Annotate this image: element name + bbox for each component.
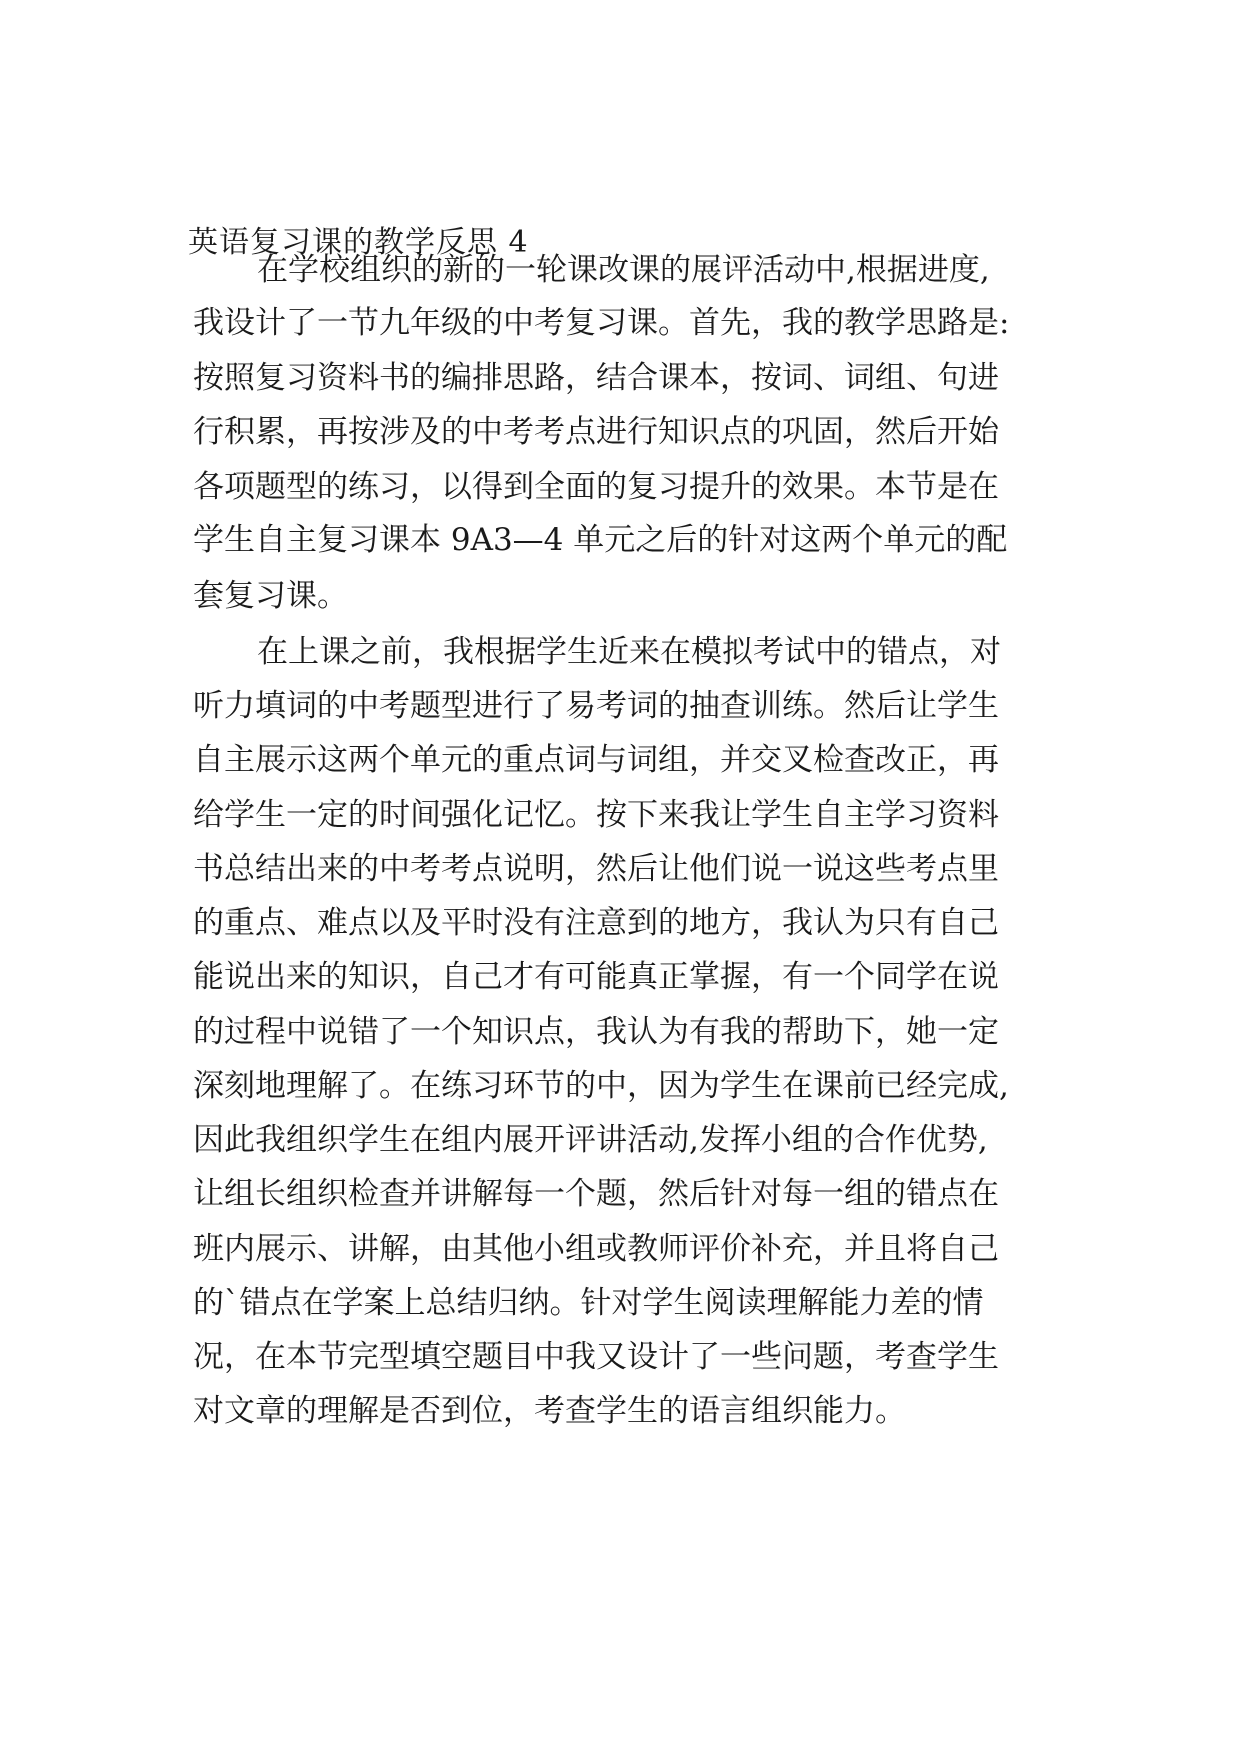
paragraph-1-line-2: 我设计了一节九年级的中考复习课。首先，我的教学思路是: [193,305,1010,341]
paragraph-2-line-10: 因此我组织学生在组内展开评讲活动,发挥小组的合作优势, [193,1122,988,1158]
paragraph-1-line-1: 在学校组织的新的一轮课改课的展评活动中,根据进度, [257,252,990,288]
paragraph-1-line-6: 学生自主复习课本 9A3—4 单元之后的针对这两个单元的配 [193,522,1008,558]
paragraph-2-line-14: 况，在本节完型填空题目中我又设计了一些问题，考查学生 [193,1339,999,1375]
document-title: 英语复习课的教学反思 4 [188,225,529,260]
paragraph-2-line-2: 听力填词的中考题型进行了易考词的抽查训练。然后让学生 [193,688,999,724]
paragraph-2-line-15: 对文章的理解是否到位，考查学生的语言组织能力。 [193,1393,906,1429]
paragraph-1-line-5: 各项题型的练习，以得到全面的复习提升的效果。本节是在 [193,469,999,505]
paragraph-2-line-1: 在上课之前，我根据学生近来在模拟考试中的错点，对 [257,634,1001,670]
paragraph-1-line-4: 行积累，再按涉及的中考考点进行知识点的巩固，然后开始 [193,414,999,450]
paragraph-2-line-7: 能说出来的知识，自己才有可能真正掌握，有一个同学在说 [193,959,999,995]
paragraph-1-line-7: 套复习课。 [193,578,348,614]
paragraph-2-line-13: 的`错点在学案上总结归纳。针对学生阅读理解能力差的情 [193,1285,984,1321]
paragraph-2-line-9: 深刻地理解了。在练习环节的中，因为学生在课前已经完成, [193,1068,1009,1104]
paragraph-2-line-6: 的重点、难点以及平时没有注意到的地方，我认为只有自己 [193,905,999,941]
paragraph-2-line-5: 书总结出来的中考考点说明，然后让他们说一说这些考点里 [193,851,999,887]
paragraph-2-line-4: 给学生一定的时间强化记忆。按下来我让学生自主学习资料 [193,797,999,833]
paragraph-1-line-3: 按照复习资料书的编排思路，结合课本，按词、词组、句进 [193,360,999,396]
paragraph-2-line-3: 自主展示这两个单元的重点词与词组，并交叉检查改正，再 [193,742,999,778]
paragraph-2-line-12: 班内展示、讲解，由其他小组或教师评价补充，并且将自己 [193,1231,999,1267]
paragraph-2-line-8: 的过程中说错了一个知识点，我认为有我的帮助下，她一定 [193,1014,999,1050]
paragraph-2-line-11: 让组长组织检查并讲解每一个题，然后针对每一组的错点在 [193,1176,999,1212]
